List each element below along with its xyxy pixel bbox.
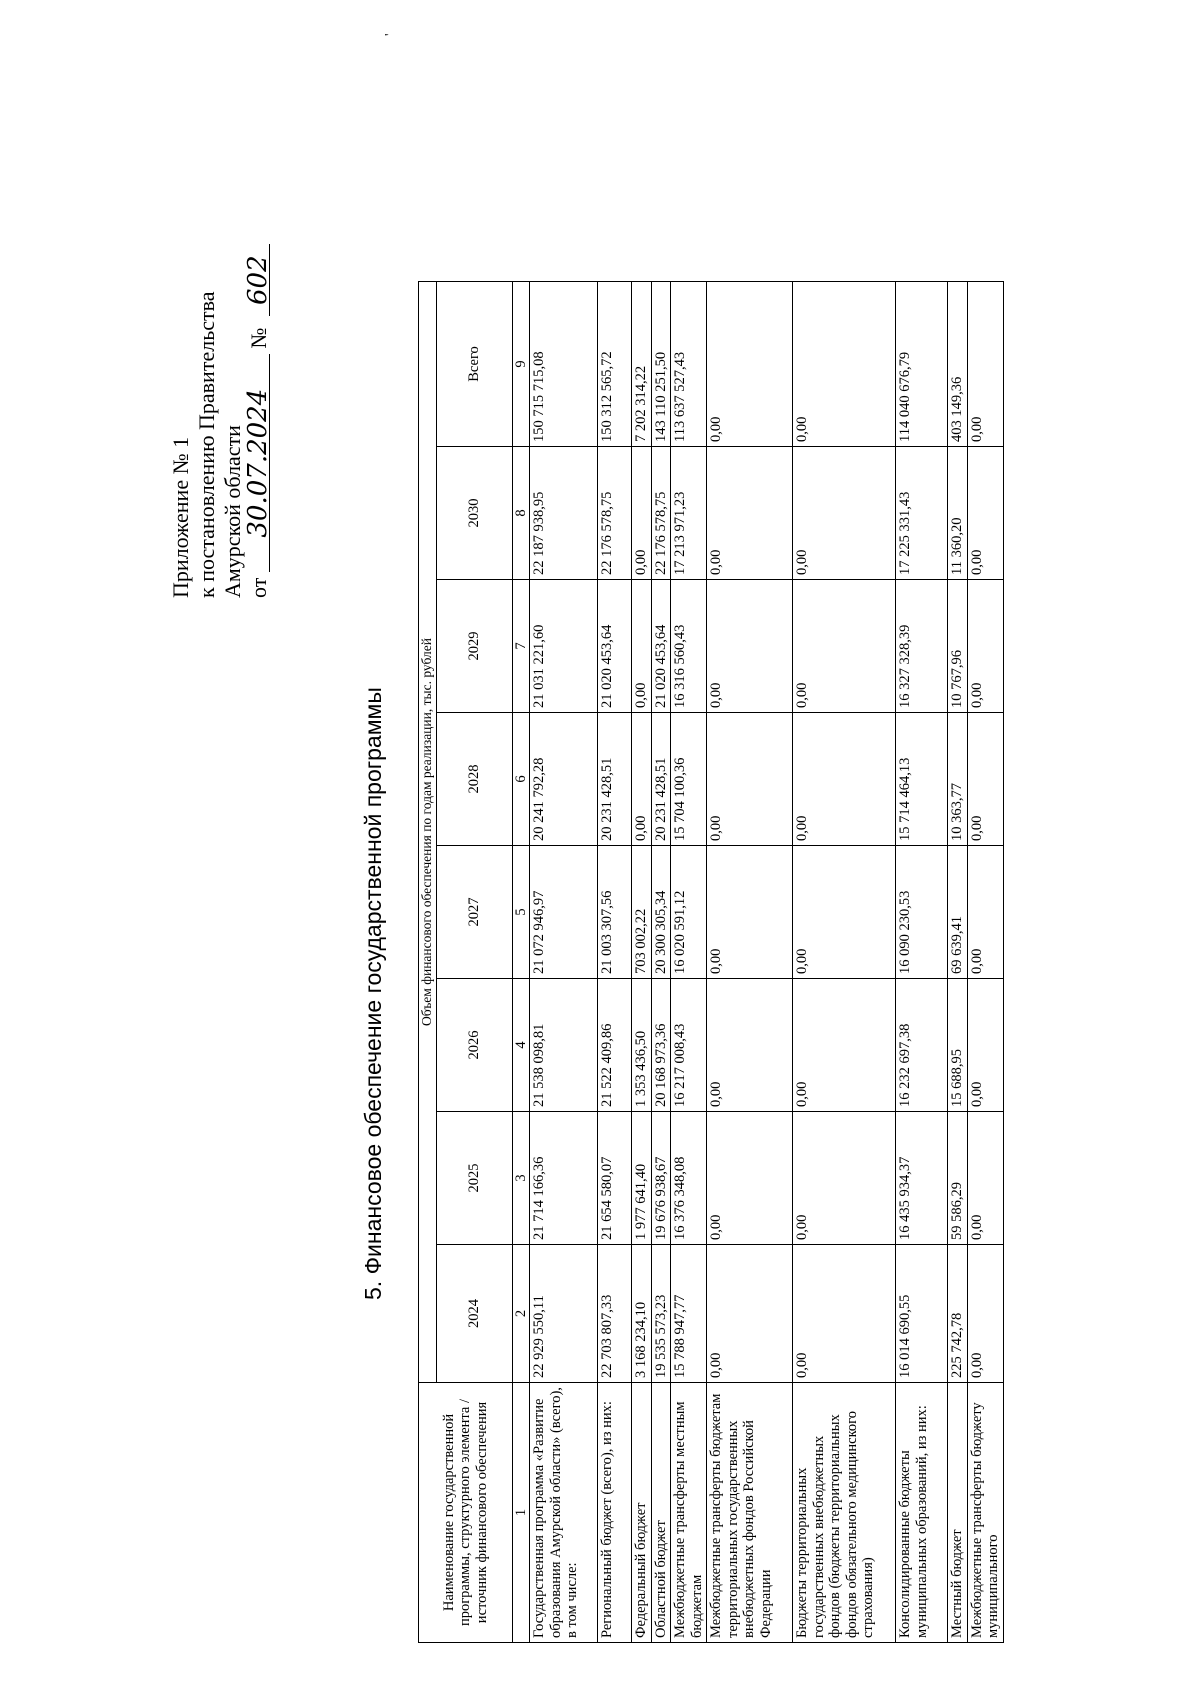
year-value-cell: 0,00 — [793, 1245, 896, 1383]
column-number: 9 — [512, 282, 530, 447]
year-value-cell: 16 232 697,38 — [896, 979, 948, 1112]
year-value-cell: 16 435 934,37 — [896, 1112, 948, 1245]
year-value-cell: 16 090 230,53 — [896, 846, 948, 979]
table-row — [896, 282, 948, 1643]
year-value-cell: 21 538 098,81 — [530, 979, 598, 1112]
year-value-cell: 21 654 580,07 — [598, 1112, 632, 1245]
year-value-cell: 0,00 — [967, 447, 1003, 580]
total-header: Всего — [436, 282, 512, 447]
year-header: 2026 — [436, 979, 512, 1112]
handwritten-date: 30.07.2024 — [247, 354, 270, 572]
year-value-cell: 21 020 453,64 — [598, 580, 632, 713]
year-value-cell: 0,00 — [793, 846, 896, 979]
row-name: Государственная программа «Развитие образования Амурской области» (всего), в том числе: — [530, 1383, 598, 1643]
year-value-cell: 0,00 — [793, 1112, 896, 1245]
row-name: Межбюджетные трансферты бюджету муниципального — [967, 1383, 1003, 1643]
year-value-cell: 20 241 792,28 — [530, 713, 598, 846]
year-value-cell: 0,00 — [707, 580, 793, 713]
total-value-cell: 143 110 251,50 — [651, 282, 671, 447]
year-header: 2027 — [436, 846, 512, 979]
year-value-cell: 20 300 305,34 — [651, 846, 671, 979]
from-label: от — [246, 577, 271, 598]
year-value-cell: 20 231 428,51 — [651, 713, 671, 846]
year-value-cell: 19 676 938,67 — [651, 1112, 671, 1245]
table-row — [707, 282, 793, 1643]
stray-mark: ' — [383, 33, 398, 36]
row-name: Местный бюджет — [948, 1383, 968, 1643]
year-value-cell: 15 714 464,13 — [896, 713, 948, 846]
year-value-cell: 1 353 436,50 — [632, 979, 652, 1112]
column-number: 3 — [512, 1112, 530, 1245]
year-value-cell: 15 688,95 — [948, 979, 968, 1112]
column-number: 6 — [512, 713, 530, 846]
year-value-cell: 0,00 — [707, 713, 793, 846]
year-value-cell: 10 767,96 — [948, 580, 968, 713]
year-value-cell: 0,00 — [967, 979, 1003, 1112]
year-value-cell: 11 360,20 — [948, 447, 968, 580]
year-value-cell: 69 639,41 — [948, 846, 968, 979]
year-value-cell: 21 003 307,56 — [598, 846, 632, 979]
column-number: 7 — [512, 580, 530, 713]
appendix-number: Приложение № 1 — [168, 436, 193, 598]
year-value-cell: 59 586,29 — [948, 1112, 968, 1245]
year-value-cell: 0,00 — [967, 713, 1003, 846]
total-value-cell: 150 715 715,08 — [530, 282, 598, 447]
appendix-date-number-line — [243, 38, 273, 598]
year-value-cell: 22 703 807,33 — [598, 1245, 632, 1383]
table-row — [632, 282, 652, 1643]
column-number: 1 — [512, 1383, 530, 1643]
table-row — [671, 282, 707, 1643]
row-name: Федеральный бюджет — [632, 1383, 652, 1643]
year-value-cell: 15 704 100,36 — [671, 713, 707, 846]
year-value-cell: 17 213 971,23 — [671, 447, 707, 580]
column-number: 4 — [512, 979, 530, 1112]
appendix-heading — [168, 38, 272, 598]
year-value-cell: 16 316 560,43 — [671, 580, 707, 713]
year-value-cell: 0,00 — [967, 1112, 1003, 1245]
year-value-cell: 0,00 — [707, 846, 793, 979]
total-value-cell: 0,00 — [967, 282, 1003, 447]
year-value-cell: 16 327 328,39 — [896, 580, 948, 713]
year-value-cell: 19 535 573,23 — [651, 1245, 671, 1383]
year-value-cell: 0,00 — [967, 846, 1003, 979]
total-value-cell: 150 312 565,72 — [598, 282, 632, 447]
row-name: Бюджеты территориальных государственных внебюджетных фондов (бюджеты территориальных фондов обязательного медицинского страхования) — [793, 1383, 896, 1643]
year-value-cell: 0,00 — [632, 580, 652, 713]
year-value-cell: 703 002,22 — [632, 846, 652, 979]
year-value-cell: 0,00 — [707, 979, 793, 1112]
year-value-cell: 17 225 331,43 — [896, 447, 948, 580]
year-value-cell: 20 168 973,36 — [651, 979, 671, 1112]
year-value-cell: 0,00 — [632, 713, 652, 846]
year-value-cell: 16 014 690,55 — [896, 1245, 948, 1383]
year-value-cell: 21 072 946,97 — [530, 846, 598, 979]
appendix-decree-ref: к постановлению Правительства — [194, 291, 219, 598]
total-value-cell: 114 040 676,79 — [896, 282, 948, 447]
number-label: № — [246, 327, 271, 349]
year-value-cell: 225 742,78 — [948, 1245, 968, 1383]
year-header: 2024 — [436, 1245, 512, 1383]
year-value-cell: 22 176 578,75 — [598, 447, 632, 580]
column-number: 8 — [512, 447, 530, 580]
table-row — [967, 282, 1003, 1643]
table-row — [651, 282, 671, 1643]
total-value-cell: 7 202 314,22 — [632, 282, 652, 447]
row-name: Межбюджетные трансферты бюджетам территориальных государственных внебюджетных фондов Российской Федерации — [707, 1383, 793, 1643]
total-value-cell: 403 149,36 — [948, 282, 968, 447]
year-value-cell: 10 363,77 — [948, 713, 968, 846]
year-value-cell: 21 031 221,60 — [530, 580, 598, 713]
volume-header: Объем финансового обеспечения по годам реализации, тыс. рублей — [419, 282, 437, 1383]
year-value-cell: 21 522 409,86 — [598, 979, 632, 1112]
year-value-cell: 21 714 166,36 — [530, 1112, 598, 1245]
total-value-cell: 0,00 — [793, 282, 896, 447]
section-title: 5. Финансовое обеспечение государственной программы — [360, 687, 386, 1300]
year-value-cell: 3 168 234,10 — [632, 1245, 652, 1383]
row-name: Областной бюджет — [651, 1383, 671, 1643]
total-value-cell: 113 637 527,43 — [671, 282, 707, 447]
table-row — [530, 282, 598, 1643]
row-name: Межбюджетные трансферты местным бюджетам — [671, 1383, 707, 1643]
row-name: Региональный бюджет (всего), из них: — [598, 1383, 632, 1643]
column-number: 2 — [512, 1245, 530, 1383]
year-value-cell: 16 020 591,12 — [671, 846, 707, 979]
year-value-cell: 0,00 — [793, 979, 896, 1112]
year-value-cell: 0,00 — [707, 447, 793, 580]
year-value-cell: 22 176 578,75 — [651, 447, 671, 580]
year-value-cell: 0,00 — [707, 1245, 793, 1383]
name-column-header: Наименование государственной программы, структурного элемента / источник финансового обеспечения — [419, 1383, 513, 1643]
table-row — [598, 282, 632, 1643]
year-value-cell: 22 929 550,11 — [530, 1245, 598, 1383]
year-value-cell: 0,00 — [793, 447, 896, 580]
handwritten-number: 602 — [247, 244, 270, 316]
column-number: 5 — [512, 846, 530, 979]
year-value-cell: 16 376 348,08 — [671, 1112, 707, 1245]
year-value-cell: 0,00 — [793, 580, 896, 713]
year-value-cell: 20 231 428,51 — [598, 713, 632, 846]
year-value-cell: 21 020 453,64 — [651, 580, 671, 713]
table-body — [530, 282, 1004, 1643]
year-value-cell: 16 217 008,43 — [671, 979, 707, 1112]
year-value-cell: 0,00 — [967, 1245, 1003, 1383]
total-value-cell: 0,00 — [707, 282, 793, 447]
financing-table — [418, 281, 1004, 1643]
year-value-cell: 0,00 — [793, 713, 896, 846]
year-value-cell: 0,00 — [707, 1112, 793, 1245]
row-name: Консолидированные бюджеты муниципальных образований, из них: — [896, 1383, 948, 1643]
year-value-cell: 1 977 641,40 — [632, 1112, 652, 1245]
year-value-cell: 15 788 947,77 — [671, 1245, 707, 1383]
year-header: 2028 — [436, 713, 512, 846]
year-value-cell: 0,00 — [967, 580, 1003, 713]
year-value-cell: 22 187 938,95 — [530, 447, 598, 580]
table-row — [793, 282, 896, 1643]
year-header: 2025 — [436, 1112, 512, 1245]
year-value-cell: 0,00 — [632, 447, 652, 580]
year-header: 2030 — [436, 447, 512, 580]
table-row — [948, 282, 968, 1643]
appendix-region: Амурской области — [220, 425, 245, 598]
year-header: 2029 — [436, 580, 512, 713]
